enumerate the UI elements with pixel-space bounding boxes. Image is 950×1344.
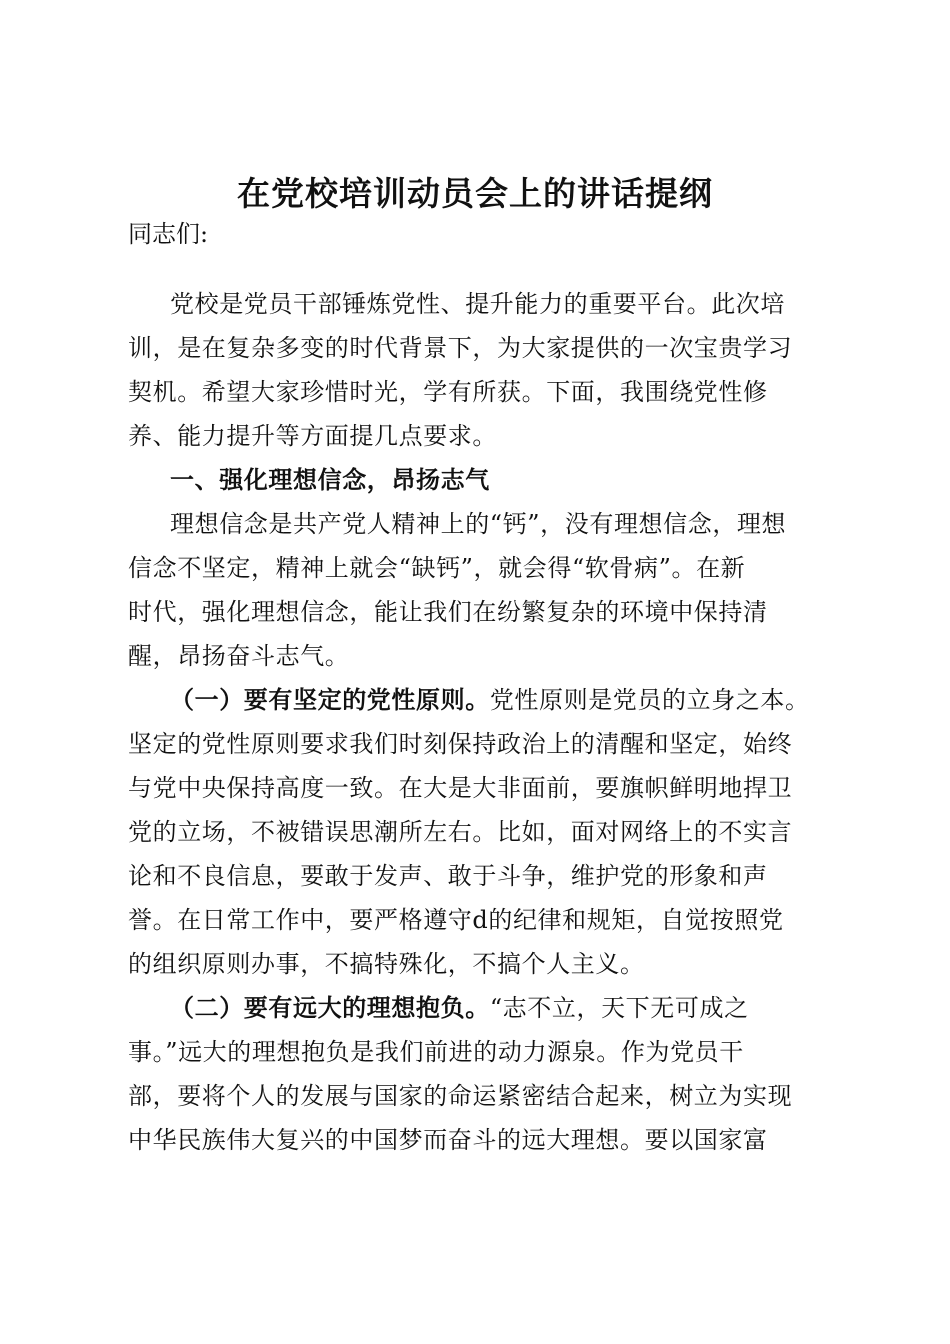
document-title: 在党校培训动员会上的讲话提纲 xyxy=(237,174,713,213)
paragraph-line: 中华民族伟大复兴的中国梦而奋斗的远大理想。要以国家富 xyxy=(128,1126,768,1154)
salutation: 同志们: xyxy=(128,220,209,248)
document-body xyxy=(128,282,834,1162)
paragraph-line: 信念不坚定，精神上就会“缺钙”，就会得“软骨病”。在新 xyxy=(128,554,746,582)
paragraph-line: 的组织原则办事，不搞特殊化，不搞个人主义。 xyxy=(128,950,645,978)
section-heading: 一、强化理想信念，昂扬志气 xyxy=(170,465,490,494)
subsection-heading: （一）要有坚定的党性原则。 xyxy=(170,685,490,714)
paragraph-text: 党性原则是党员的立身之本。 xyxy=(489,686,810,714)
paragraph-line: 论和不良信息，要敢于发声、敢于斗争，维护党的形象和声 xyxy=(128,862,768,890)
paragraph-line xyxy=(128,678,834,722)
paragraph-line: 事。”远大的理想抱负是我们前进的动力源泉。作为党员干 xyxy=(128,1038,744,1066)
paragraph-line: 与党中央保持高度一致。在大是大非面前，要旗帜鲜明地捍卫 xyxy=(128,774,793,802)
paragraph-line: 醒，昂扬奋斗志气。 xyxy=(128,642,350,670)
subsection-heading: （二）要有远大的理想抱负。 xyxy=(170,993,490,1022)
paragraph-line: 党的立场，不被错误思潮所左右。比如，面对网络上的不实言 xyxy=(128,818,793,846)
paragraph-line: 契机。希望大家珍惜时光，学有所获。下面，我围绕党性修 xyxy=(128,378,768,406)
paragraph-line: 时代，强化理想信念，能让我们在纷繁复杂的环境中保持清 xyxy=(128,598,768,626)
paragraph-line: 部，要将个人的发展与国家的命运紧密结合起来，树立为实现 xyxy=(128,1082,793,1110)
paragraph-line: 党校是党员干部锤炼党性、提升能力的重要平台。此次培 xyxy=(170,290,785,318)
paragraph-text: “志不立，天下无可成之 xyxy=(489,994,749,1022)
paragraph-line: 坚定的党性原则要求我们时刻保持政治上的清醒和坚定，始终 xyxy=(128,730,793,758)
paragraph-line: 训，是在复杂多变的时代背景下，为大家提供的一次宝贵学习 xyxy=(128,334,793,362)
paragraph-line: 养、能力提升等方面提几点要求。 xyxy=(128,422,497,450)
paragraph-line xyxy=(128,986,834,1030)
paragraph-line: 誉。在日常工作中，要严格遵守d的纪律和规矩，自觉按照党 xyxy=(128,906,784,934)
paragraph-line: 理想信念是共产党人精神上的“钙”，没有理想信念，理想 xyxy=(170,510,787,538)
